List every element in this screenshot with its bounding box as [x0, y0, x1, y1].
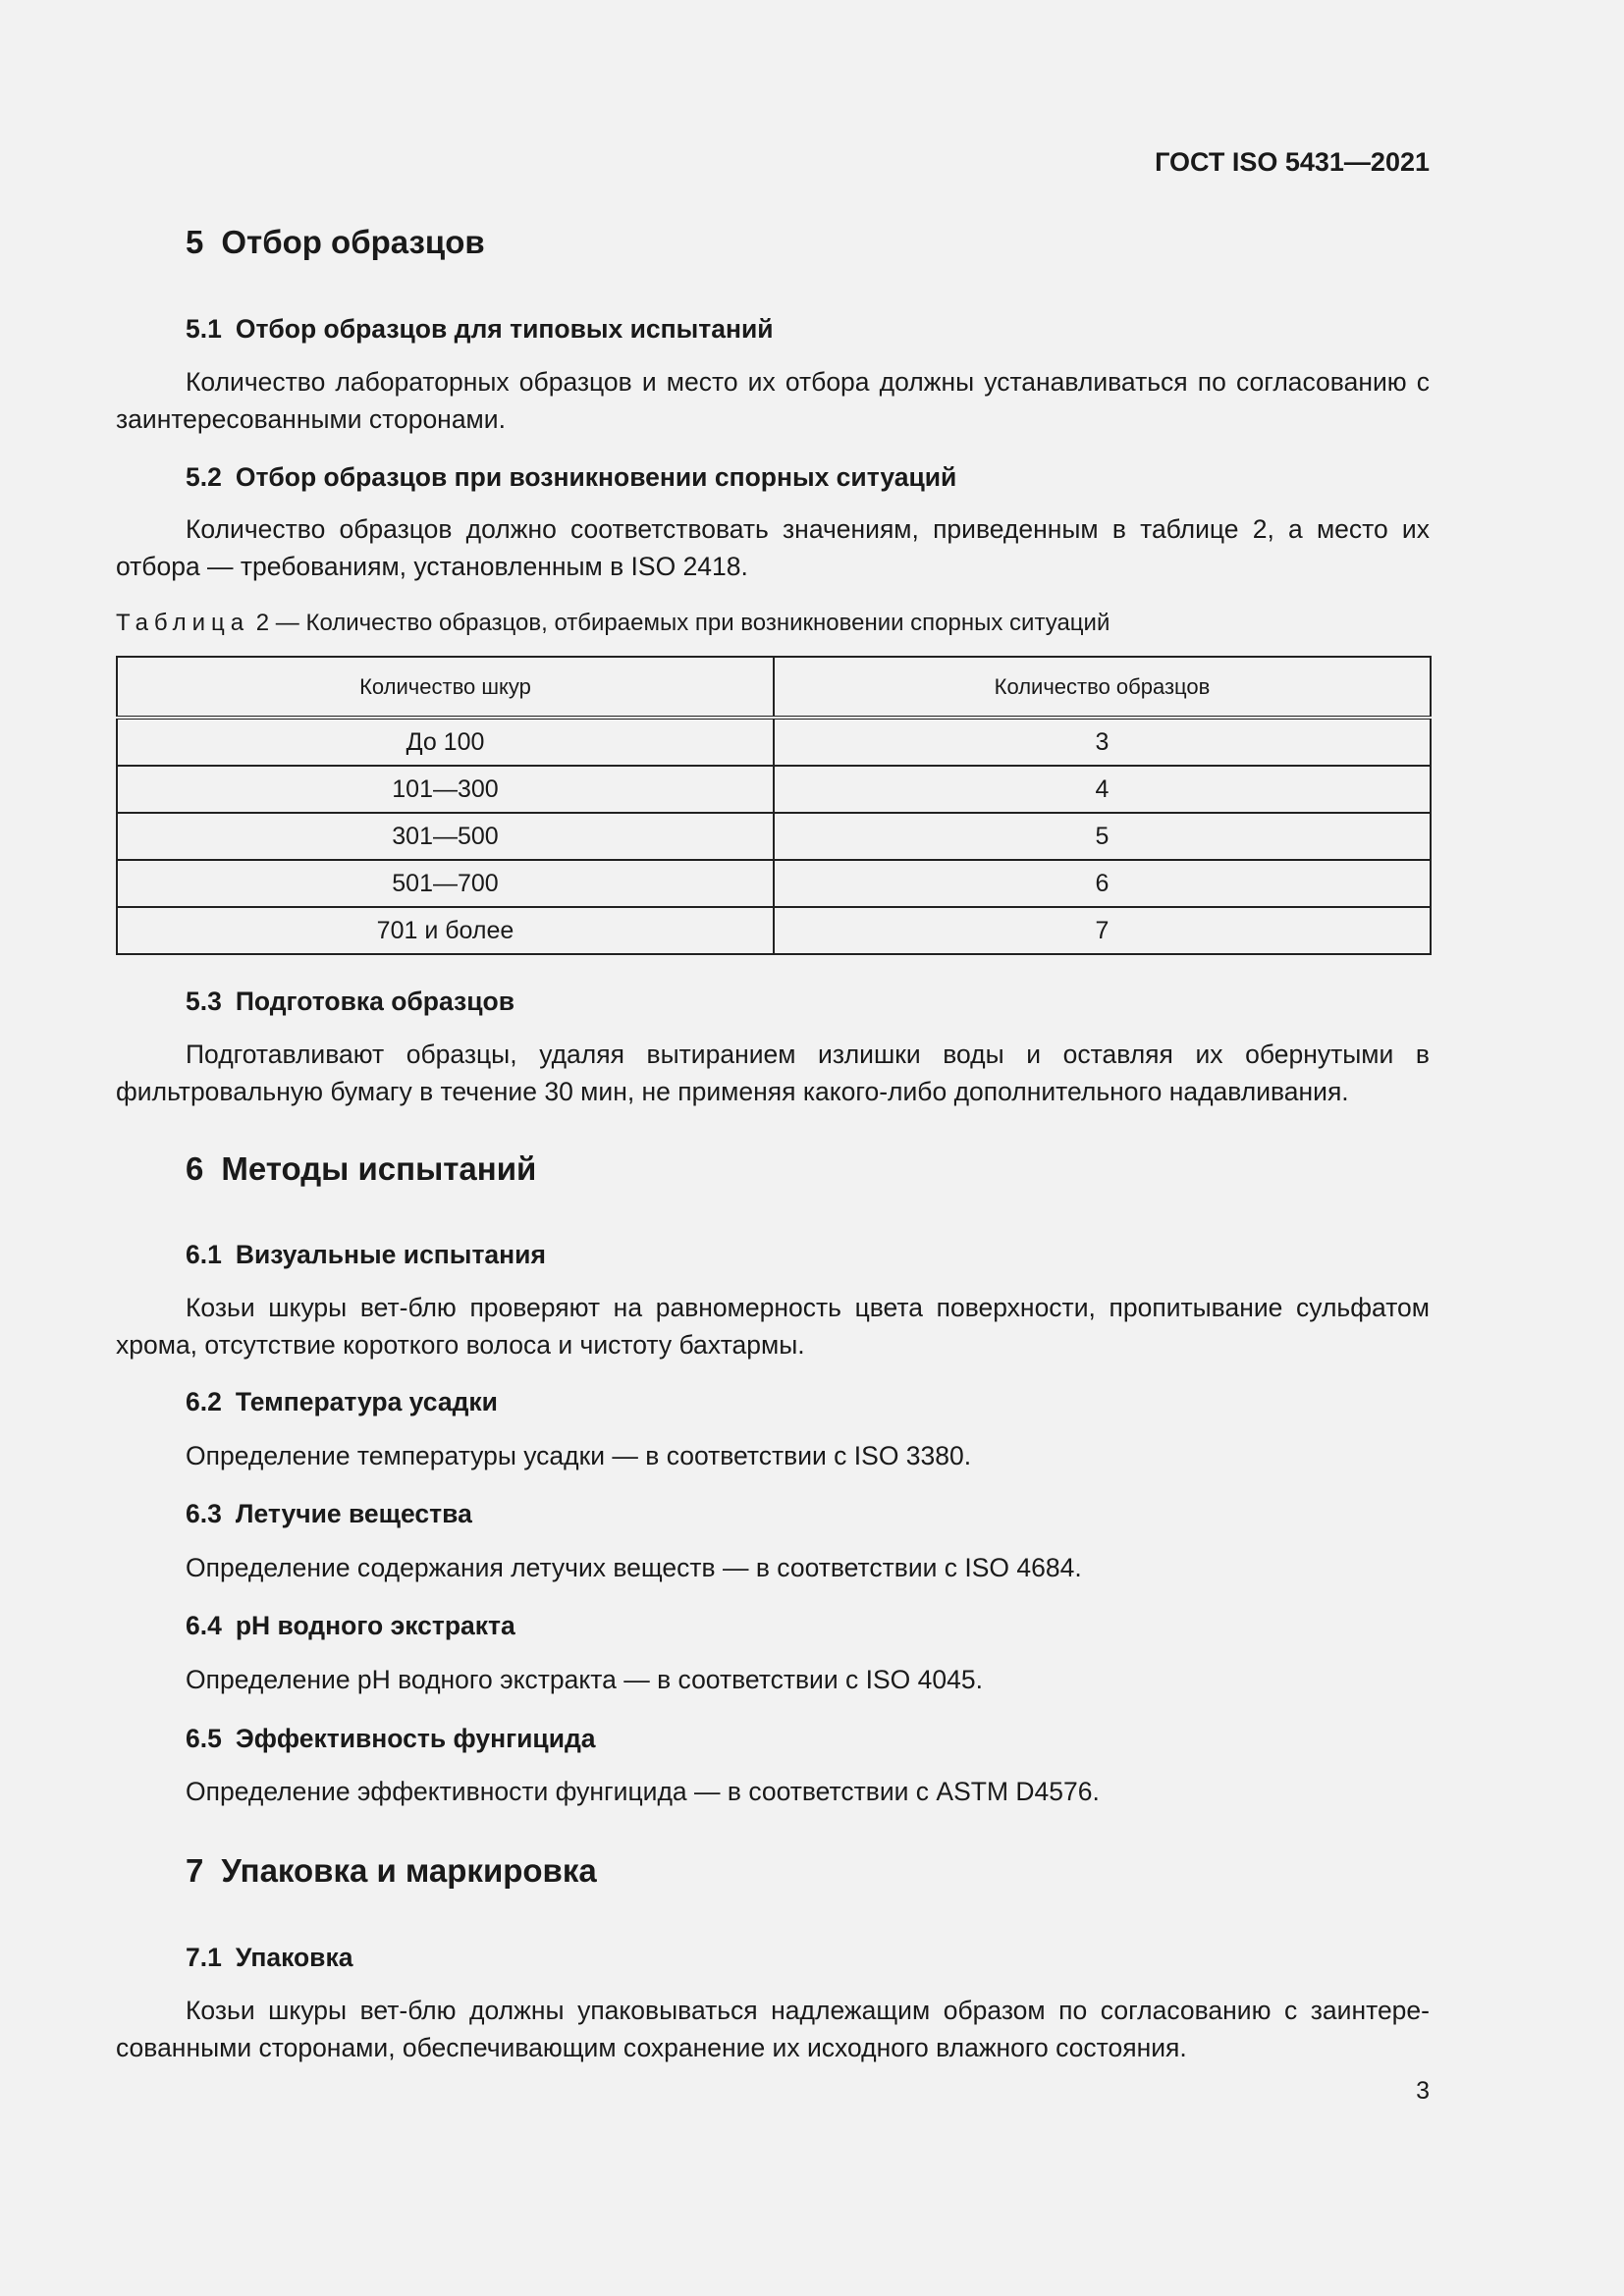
table-row	[117, 813, 1431, 860]
column-header: Количество образцов	[774, 657, 1431, 718]
section-5-1-heading: 5.1 Отбор образцов для типовых испытаний	[186, 314, 774, 344]
section-7-heading: 7 Упаковка и маркировка	[186, 1852, 597, 1889]
table-cell: 101—300	[117, 766, 774, 813]
samples-table	[116, 656, 1432, 955]
section-5-3-text: Подготавливают образцы, удаляя вытиранием излишки воды и оставляя их обернутыми в фильтровальную бумагу в течение 30 мин, не применяя какого-либо дополнительного надавливания.	[116, 1040, 1430, 1106]
table-row	[117, 907, 1431, 954]
section-6-1-text: Козьи шкуры вет-блю проверяют на равномерность цвета поверхности, пропитывание сульфатом хрома, отсутствие короткого волоса и чистоту бахтармы.	[116, 1293, 1430, 1360]
table-cell: 7	[774, 907, 1431, 954]
table-cell: 701 и более	[117, 907, 774, 954]
section-5-1-text: Количество лабораторных образцов и место их отбора должны устанавливаться по согласованию с заинтересованными сторонами.	[116, 367, 1430, 434]
section-6-5-heading: 6.5 Эффективность фунгицида	[186, 1724, 596, 1753]
table-cell: 5	[774, 813, 1431, 860]
section-6-2-heading: 6.2 Температура усадки	[186, 1387, 498, 1416]
document-code: ГОСТ ISO 5431—2021	[1155, 147, 1430, 177]
table-cell: 3	[774, 718, 1431, 766]
table-cell: 4	[774, 766, 1431, 813]
table-cell: 6	[774, 860, 1431, 907]
section-6-1-heading: 6.1 Визуальные испытания	[186, 1240, 546, 1269]
section-6-4-text: Определение pH водного экстракта — в соответствии с ISO 4045.	[186, 1665, 983, 1694]
page-number: 3	[1416, 2077, 1430, 2105]
column-header: Количество шкур	[117, 657, 774, 718]
section-5-2-text: Количество образцов должно соответствовать значениям, приведенным в таблице 2, а место их отбора — требованиям, установленным в ISO 2418.	[116, 514, 1430, 581]
section-5-heading: 5 Отбор образцов	[186, 224, 485, 260]
section-6-2-text: Определение температуры усадки — в соответствии с ISO 3380.	[186, 1441, 972, 1470]
table-header-row	[117, 657, 1431, 718]
section-7-1-text: Козьи шкуры вет-блю должны упаковываться надлежащим образом по согласованию с заинтересованными сторонами, обеспечивающим сохранение их исходного влажного состояния.	[116, 1996, 1430, 2062]
table-caption: Таблица 2 — Количество образцов, отбираемых при возникновении спорных ситуаций	[116, 610, 1110, 636]
table-row	[117, 766, 1431, 813]
section-7-1-heading: 7.1 Упаковка	[186, 1943, 353, 1972]
section-6-3-heading: 6.3 Летучие вещества	[186, 1499, 472, 1528]
table-cell: 301—500	[117, 813, 774, 860]
section-6-heading: 6 Методы испытаний	[186, 1150, 537, 1187]
table-cell: 501—700	[117, 860, 774, 907]
section-6-3-text: Определение содержания летучих веществ — в соответствии с ISO 4684.	[186, 1553, 1082, 1582]
table-row	[117, 860, 1431, 907]
section-6-4-heading: 6.4 pH водного экстракта	[186, 1611, 515, 1640]
section-5-2-heading: 5.2 Отбор образцов при возникновении спорных ситуаций	[186, 462, 957, 492]
section-5-3-heading: 5.3 Подготовка образцов	[186, 987, 514, 1016]
table-cell: До 100	[117, 718, 774, 766]
section-6-5-text: Определение эффективности фунгицида — в соответствии с ASTM D4576.	[186, 1777, 1100, 1806]
table-row	[117, 718, 1431, 766]
